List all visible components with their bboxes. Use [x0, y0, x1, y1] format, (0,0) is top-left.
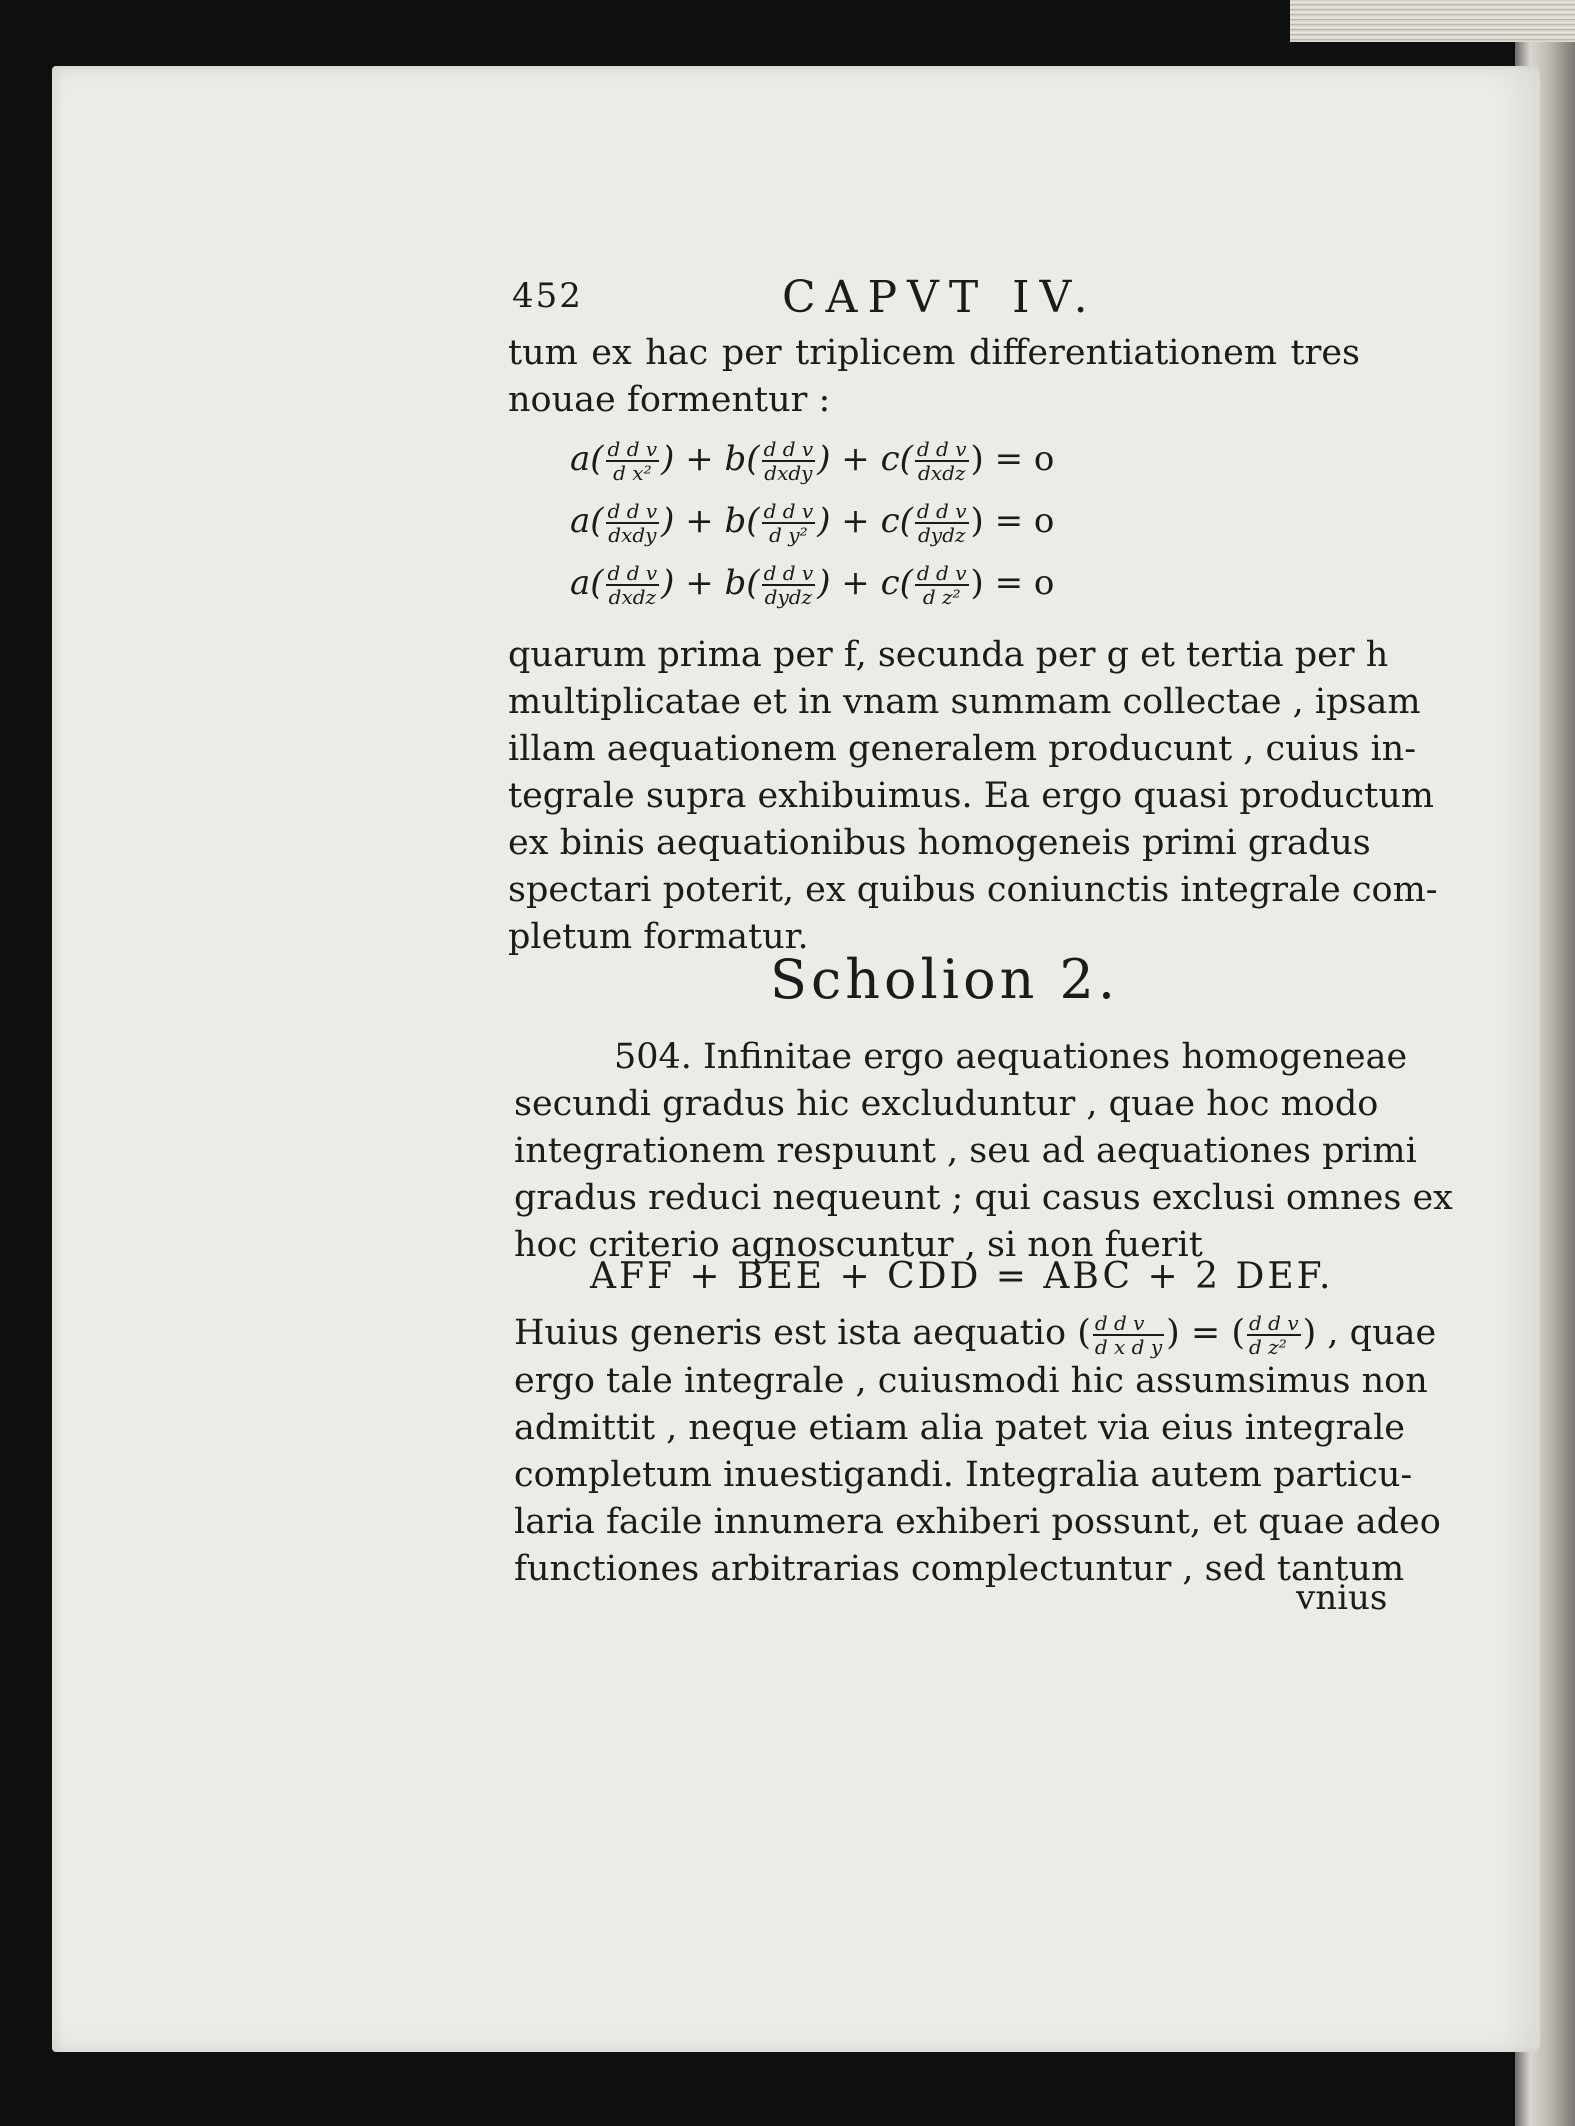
paragraph-3	[514, 1034, 1453, 1269]
catchword: vnius	[1296, 1578, 1388, 1618]
equation-2: a( $\frac{\text{d d v}}{\text{dxdy}}$ ) + b( $\frac{\text{d d v}}{\text{d y²}}$ ) + c( $\frac{\text{d d v}}{\text{dydz}}$ ) = o	[570, 499, 1055, 547]
text-line: multiplicatae et in vnam summam collectae , ipsam	[508, 682, 1421, 722]
paragraph-1	[508, 330, 1360, 424]
equation-block	[570, 438, 1330, 624]
equation-1: a( $\frac{\text{d d v}}{\text{d x²}}$ ) + b( $\frac{\text{d d v}}{\text{dxdy}}$ ) + c( $\frac{\text{d d v}}{\text{dxdz}}$ ) = o	[570, 437, 1055, 485]
section-title: Scholion 2.	[770, 948, 1120, 1011]
text-line: laria facile innumera exhiberi possunt, et quae adeo	[514, 1501, 1441, 1542]
text-line: admittit , neque etiam alia patet via eius integrale	[514, 1407, 1406, 1448]
text-line: tegrale supra exhibuimus. Ea ergo quasi productum	[508, 776, 1434, 816]
text-line: completum inuestigandi. Integralia autem particu-	[514, 1454, 1413, 1495]
text-line: quarum prima per f, secunda per g et tertia per h	[508, 635, 1389, 675]
text-line: secundi gradus hic excluduntur , quae hoc modo	[514, 1084, 1379, 1124]
paragraph-4	[514, 1310, 1441, 1593]
text-line: nouae formentur :	[508, 380, 831, 420]
text-line: tum ex hac per triplicem differentiationem tres	[508, 333, 1360, 373]
text-line: 504. Infinitae ergo aequationes homogeneae	[614, 1037, 1408, 1077]
running-head: CAPVT IV.	[782, 272, 1098, 323]
text-line-with-formula: Huius generis est ista aequatio ( $\frac{\text{d d v}}{\text{d x d y}}$ ) = ( $\frac{\text{d d v}}{\text{d z²}}$ ) , quae	[514, 1310, 1437, 1359]
text-line: ergo tale integrale , cuiusmodi hic assumsimus non	[514, 1360, 1428, 1401]
text-line: illam aequationem generalem producunt , cuius in-	[508, 729, 1417, 769]
text-line: ex binis aequationibus homogeneis primi gradus	[508, 823, 1371, 863]
page-header	[512, 272, 1392, 332]
text-line: integrationem respuunt , seu ad aequationes primi	[514, 1131, 1417, 1171]
equation-3: a( $\frac{\text{d d v}}{\text{dxdz}}$ ) + b( $\frac{\text{d d v}}{\text{dydz}}$ ) + c( $\frac{\text{d d v}}{\text{d z²}}$ ) = o	[570, 561, 1055, 609]
text-line: spectari poterit, ex quibus coniunctis integrale com-	[508, 870, 1438, 910]
text-line: hoc criterio agnoscuntur , si non fuerit	[514, 1225, 1203, 1265]
text-line: functiones arbitrarias complectuntur , sed tantum	[514, 1548, 1405, 1589]
text-line: pletum formatur.	[508, 917, 809, 957]
criterion-equation: AFF + BEE + CDD = ABC + 2 DEF.	[590, 1256, 1334, 1297]
page-stack-edges	[1290, 0, 1575, 42]
text-line: gradus reduci nequeunt ; qui casus exclusi omnes ex	[514, 1178, 1453, 1218]
page-number: 452	[512, 276, 583, 316]
paragraph-2	[508, 632, 1438, 961]
